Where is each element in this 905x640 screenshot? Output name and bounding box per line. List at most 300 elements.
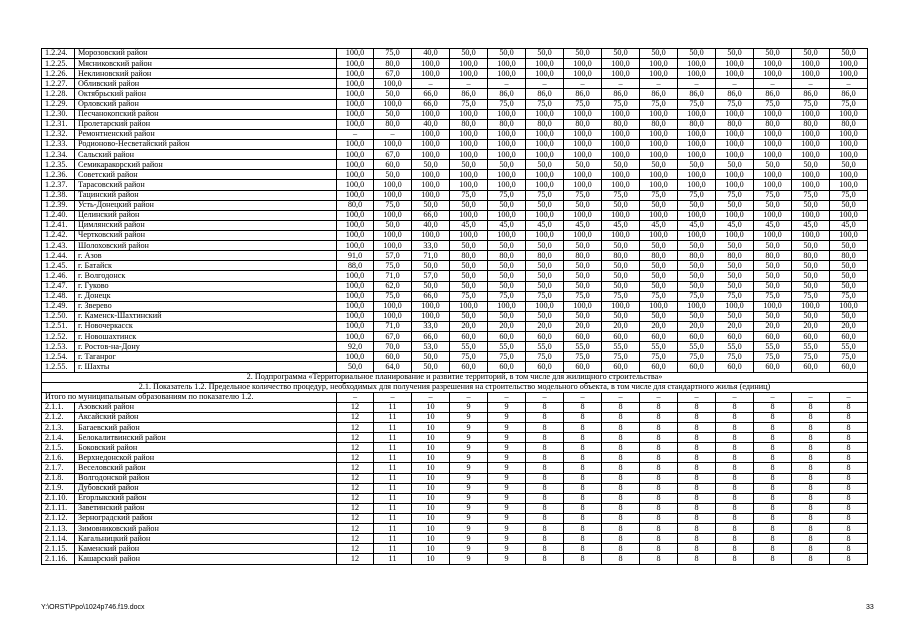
value-cell: 100,0: [792, 210, 830, 220]
value-cell: 10: [412, 473, 450, 483]
value-cell: 8: [754, 473, 792, 483]
row-number: 1.2.42.: [42, 230, 75, 240]
table-row: [42, 534, 868, 544]
value-cell: 8: [640, 534, 678, 544]
municipality-name: Кашарский район: [75, 554, 337, 564]
value-cell: 8: [640, 412, 678, 422]
value-cell: 62,0: [374, 281, 412, 291]
value-cell: 8: [678, 483, 716, 493]
value-cell: 45,0: [678, 220, 716, 230]
value-cell: 100,0: [412, 150, 450, 160]
value-cell: 8: [754, 453, 792, 463]
value-cell: 57,0: [374, 251, 412, 261]
row-number: 1.2.45.: [42, 261, 75, 271]
table-row: [42, 281, 868, 291]
row-number: 2.1.9.: [42, 483, 75, 493]
value-cell: 60,0: [830, 362, 868, 372]
value-cell: 8: [564, 483, 602, 493]
value-cell: 8: [526, 402, 564, 412]
municipality-name: Чертковский район: [75, 230, 337, 240]
value-cell: 12: [337, 402, 374, 412]
value-cell: 12: [337, 493, 374, 503]
municipality-name: Зерноградский район: [75, 514, 337, 524]
value-cell: 8: [602, 554, 640, 564]
value-cell: 100,0: [678, 139, 716, 149]
value-cell: 50,0: [640, 261, 678, 271]
value-cell: 8: [716, 514, 754, 524]
value-cell: 8: [526, 453, 564, 463]
value-cell: 10: [412, 544, 450, 554]
value-cell: 8: [564, 463, 602, 473]
value-cell: 100,0: [337, 241, 374, 251]
row-number: 1.2.30.: [42, 109, 75, 119]
value-cell: 12: [337, 412, 374, 422]
value-cell: 8: [792, 554, 830, 564]
value-cell: 8: [640, 443, 678, 453]
value-cell: 60,0: [564, 332, 602, 342]
value-cell: 100,0: [450, 109, 488, 119]
value-cell: 100,0: [337, 69, 374, 79]
value-cell: 75,0: [792, 99, 830, 109]
value-cell: 60,0: [792, 362, 830, 372]
value-cell: 9: [488, 534, 526, 544]
value-cell: 100,0: [526, 301, 564, 311]
value-cell: 60,0: [754, 362, 792, 372]
value-cell: 100,0: [640, 210, 678, 220]
municipality-name: г. Донецк: [75, 291, 337, 301]
value-cell: 9: [488, 554, 526, 564]
value-cell: 100,0: [792, 69, 830, 79]
value-cell: 60,0: [754, 332, 792, 342]
value-cell: 8: [640, 493, 678, 503]
value-cell: 8: [716, 463, 754, 473]
value-cell: 20,0: [716, 321, 754, 331]
value-cell: 45,0: [640, 220, 678, 230]
value-cell: 100,0: [716, 230, 754, 240]
value-cell: 11: [374, 473, 412, 483]
value-cell: 80,0: [792, 251, 830, 261]
value-cell: 55,0: [602, 342, 640, 352]
value-cell: 100,0: [337, 291, 374, 301]
value-cell: 75,0: [488, 352, 526, 362]
value-cell: 50,0: [830, 160, 868, 170]
value-cell: 50,0: [526, 49, 564, 59]
value-cell: 8: [716, 443, 754, 453]
value-cell: 100,0: [412, 311, 450, 321]
value-cell: 100,0: [488, 109, 526, 119]
table-row: [42, 261, 868, 271]
value-cell: 100,0: [526, 230, 564, 240]
municipality-name: г. Каменск-Шахтинский: [75, 311, 337, 321]
value-cell: 50,0: [564, 281, 602, 291]
value-cell: 50,0: [602, 49, 640, 59]
value-cell: 9: [488, 402, 526, 412]
row-number: 1.2.38.: [42, 190, 75, 200]
value-cell: 45,0: [792, 220, 830, 230]
row-number: 1.2.44.: [42, 251, 75, 261]
value-cell: 9: [488, 503, 526, 513]
value-cell: 50,0: [374, 89, 412, 99]
row-number: 1.2.31.: [42, 119, 75, 129]
value-cell: –: [337, 129, 374, 139]
value-cell: 8: [678, 554, 716, 564]
value-cell: 8: [678, 493, 716, 503]
value-cell: 50,0: [450, 271, 488, 281]
value-cell: 80,0: [602, 119, 640, 129]
value-cell: 100,0: [488, 170, 526, 180]
row-number: 1.2.27.: [42, 79, 75, 89]
municipality-name: Орловский район: [75, 99, 337, 109]
value-cell: 50,0: [830, 49, 868, 59]
value-cell: 8: [792, 503, 830, 513]
value-cell: 100,0: [716, 59, 754, 69]
value-cell: 8: [754, 514, 792, 524]
value-cell: 8: [716, 544, 754, 554]
row-number: 2.1.13.: [42, 524, 75, 534]
value-cell: 50,0: [716, 261, 754, 271]
value-cell: 100,0: [754, 230, 792, 240]
page-number: 33: [866, 604, 874, 611]
value-cell: 8: [678, 423, 716, 433]
value-cell: 50,0: [640, 241, 678, 251]
table-row: [42, 352, 868, 362]
value-cell: 100,0: [564, 69, 602, 79]
value-cell: 100,0: [716, 301, 754, 311]
value-cell: 8: [602, 514, 640, 524]
value-cell: 100,0: [792, 180, 830, 190]
value-cell: 50,0: [412, 281, 450, 291]
value-cell: 92,0: [337, 342, 374, 352]
value-cell: 8: [792, 433, 830, 443]
value-cell: 100,0: [830, 210, 868, 220]
value-cell: 50,0: [754, 261, 792, 271]
value-cell: 100,0: [754, 170, 792, 180]
value-cell: 8: [792, 493, 830, 503]
municipality-name: Обливский район: [75, 79, 337, 89]
value-cell: 9: [450, 443, 488, 453]
municipality-name: Целинский район: [75, 210, 337, 220]
value-cell: 100,0: [337, 271, 374, 281]
value-cell: 100,0: [716, 69, 754, 79]
value-cell: 75,0: [602, 291, 640, 301]
value-cell: 45,0: [488, 220, 526, 230]
value-cell: 50,0: [412, 160, 450, 170]
value-cell: 50,0: [488, 311, 526, 321]
row-number: 1.2.51.: [42, 321, 75, 331]
value-cell: 100,0: [792, 230, 830, 240]
table-row: [42, 49, 868, 59]
value-cell: 100,0: [337, 230, 374, 240]
value-cell: 100,0: [640, 180, 678, 190]
value-cell: 100,0: [716, 180, 754, 190]
value-cell: 8: [678, 402, 716, 412]
value-cell: 75,0: [830, 352, 868, 362]
value-cell: 12: [337, 473, 374, 483]
value-cell: 100,0: [830, 139, 868, 149]
value-cell: 60,0: [374, 160, 412, 170]
value-cell: 75,0: [526, 291, 564, 301]
value-cell: 100,0: [337, 99, 374, 109]
value-cell: 50,0: [450, 311, 488, 321]
value-cell: 8: [602, 534, 640, 544]
value-cell: 66,0: [412, 89, 450, 99]
value-cell: 100,0: [337, 311, 374, 321]
value-cell: 12: [337, 514, 374, 524]
municipality-name: г. Волгодонск: [75, 271, 337, 281]
value-cell: 100,0: [526, 150, 564, 160]
value-cell: 100,0: [640, 230, 678, 240]
value-cell: 100,0: [564, 109, 602, 119]
value-cell: 75,0: [374, 261, 412, 271]
value-cell: 50,0: [602, 271, 640, 281]
value-cell: 9: [450, 473, 488, 483]
indicator-table: [41, 48, 868, 565]
value-cell: –: [792, 79, 830, 89]
value-cell: 100,0: [640, 59, 678, 69]
table-row: [42, 150, 868, 160]
value-cell: 40,0: [412, 220, 450, 230]
value-cell: 57,0: [412, 271, 450, 281]
value-cell: 12: [337, 544, 374, 554]
value-cell: 75,0: [526, 352, 564, 362]
table-row: [42, 463, 868, 473]
value-cell: 75,0: [564, 291, 602, 301]
value-cell: 50,0: [678, 271, 716, 281]
value-cell: 75,0: [640, 352, 678, 362]
value-cell: 50,0: [488, 281, 526, 291]
value-cell: 33,0: [412, 321, 450, 331]
value-cell: 8: [716, 503, 754, 513]
value-cell: 100,0: [450, 230, 488, 240]
value-cell: 50,0: [602, 311, 640, 321]
value-cell: 8: [792, 534, 830, 544]
value-cell: 50,0: [716, 271, 754, 281]
table-row: [42, 251, 868, 261]
value-cell: 8: [564, 544, 602, 554]
value-cell: 100,0: [602, 230, 640, 240]
value-cell: 50,0: [678, 200, 716, 210]
value-cell: 10: [412, 514, 450, 524]
municipality-name: г. Ростов-на-Дону: [75, 342, 337, 352]
value-cell: 100,0: [792, 59, 830, 69]
value-cell: 50,0: [374, 109, 412, 119]
row-number: 1.2.24.: [42, 49, 75, 59]
value-cell: 9: [488, 483, 526, 493]
value-cell: 75,0: [792, 291, 830, 301]
value-cell: 100,0: [602, 139, 640, 149]
row-number: 1.2.49.: [42, 301, 75, 311]
value-cell: 75,0: [526, 190, 564, 200]
value-cell: 50,0: [564, 271, 602, 281]
value-cell: 100,0: [337, 109, 374, 119]
value-cell: 75,0: [830, 291, 868, 301]
subprogram-heading-row: [42, 372, 868, 382]
value-cell: 9: [450, 524, 488, 534]
value-cell: 100,0: [412, 170, 450, 180]
value-cell: 100,0: [602, 109, 640, 119]
value-cell: 80,0: [337, 200, 374, 210]
value-cell: 60,0: [526, 362, 564, 372]
value-cell: 60,0: [640, 362, 678, 372]
row-number: 1.2.52.: [42, 332, 75, 342]
value-cell: 8: [792, 544, 830, 554]
value-cell: 8: [526, 534, 564, 544]
value-cell: 10: [412, 402, 450, 412]
value-cell: 8: [678, 463, 716, 473]
value-cell: 9: [488, 433, 526, 443]
value-cell: 60,0: [488, 362, 526, 372]
value-cell: 100,0: [564, 59, 602, 69]
value-cell: 50,0: [488, 200, 526, 210]
value-cell: 8: [792, 453, 830, 463]
value-cell: 11: [374, 433, 412, 443]
value-cell: 100,0: [640, 69, 678, 79]
value-cell: 100,0: [716, 170, 754, 180]
value-cell: 50,0: [488, 160, 526, 170]
value-cell: 86,0: [526, 89, 564, 99]
value-cell: 66,0: [412, 332, 450, 342]
value-cell: 8: [602, 483, 640, 493]
value-cell: 8: [526, 524, 564, 534]
value-cell: 100,0: [602, 170, 640, 180]
total-row: [42, 392, 868, 402]
value-cell: 100,0: [337, 79, 374, 89]
value-cell: 8: [716, 402, 754, 412]
value-cell: 11: [374, 503, 412, 513]
value-cell: 100,0: [337, 332, 374, 342]
value-cell: 8: [830, 443, 868, 453]
value-cell: 8: [602, 493, 640, 503]
value-cell: 20,0: [488, 321, 526, 331]
value-cell: 100,0: [678, 69, 716, 79]
table-row: [42, 210, 868, 220]
municipality-name: Веселовский район: [75, 463, 337, 473]
value-cell: 45,0: [830, 220, 868, 230]
value-cell: 75,0: [374, 291, 412, 301]
value-cell: 50,0: [716, 281, 754, 291]
value-cell: 100,0: [337, 160, 374, 170]
value-cell: 11: [374, 524, 412, 534]
value-cell: 11: [374, 544, 412, 554]
value-cell: 9: [488, 412, 526, 422]
value-cell: 80,0: [374, 119, 412, 129]
value-cell: 9: [488, 524, 526, 534]
value-cell: 50,0: [526, 271, 564, 281]
value-cell: 50,0: [716, 200, 754, 210]
value-cell: 8: [792, 473, 830, 483]
value-cell: 80,0: [526, 251, 564, 261]
value-cell: 75,0: [830, 99, 868, 109]
value-cell: 88,0: [337, 261, 374, 271]
table-row: [42, 321, 868, 331]
value-cell: 86,0: [602, 89, 640, 99]
value-cell: 100,0: [450, 210, 488, 220]
row-number: 2.1.5.: [42, 443, 75, 453]
value-cell: 50,0: [450, 241, 488, 251]
value-cell: 10: [412, 503, 450, 513]
row-number: 2.1.16.: [42, 554, 75, 564]
value-cell: 8: [564, 514, 602, 524]
value-cell: 100,0: [792, 139, 830, 149]
section-a-rows: [42, 49, 868, 373]
value-cell: 8: [678, 412, 716, 422]
row-number: 1.2.33.: [42, 139, 75, 149]
table-row: [42, 241, 868, 251]
municipality-name: г. Шахты: [75, 362, 337, 372]
value-cell: –: [640, 392, 678, 402]
value-cell: 67,0: [374, 332, 412, 342]
value-cell: 50,0: [412, 352, 450, 362]
value-cell: 80,0: [754, 251, 792, 261]
value-cell: 60,0: [792, 332, 830, 342]
value-cell: 75,0: [716, 99, 754, 109]
value-cell: 50,0: [374, 220, 412, 230]
value-cell: 8: [792, 483, 830, 493]
value-cell: 80,0: [564, 251, 602, 261]
row-number: 1.2.46.: [42, 271, 75, 281]
value-cell: 50,0: [792, 261, 830, 271]
value-cell: 50,0: [602, 261, 640, 271]
value-cell: 60,0: [602, 362, 640, 372]
table-row: [42, 119, 868, 129]
value-cell: 55,0: [640, 342, 678, 352]
value-cell: 100,0: [450, 180, 488, 190]
value-cell: 45,0: [602, 220, 640, 230]
value-cell: 100,0: [830, 129, 868, 139]
municipality-name: Верхнедонской район: [75, 453, 337, 463]
value-cell: 9: [488, 423, 526, 433]
value-cell: 12: [337, 524, 374, 534]
value-cell: 8: [754, 463, 792, 473]
value-cell: 60,0: [678, 362, 716, 372]
value-cell: –: [412, 79, 450, 89]
value-cell: 50,0: [678, 311, 716, 321]
value-cell: 8: [716, 453, 754, 463]
value-cell: 100,0: [678, 301, 716, 311]
table-row: [42, 99, 868, 109]
value-cell: 11: [374, 493, 412, 503]
value-cell: 11: [374, 534, 412, 544]
value-cell: 8: [678, 524, 716, 534]
value-cell: 50,0: [640, 200, 678, 210]
row-number: 1.2.28.: [42, 89, 75, 99]
value-cell: 100,0: [792, 150, 830, 160]
value-cell: 50,0: [754, 311, 792, 321]
document-page: [41, 48, 868, 565]
value-cell: 60,0: [830, 332, 868, 342]
municipality-name: г. Новошахтинск: [75, 332, 337, 342]
value-cell: 86,0: [754, 89, 792, 99]
value-cell: –: [640, 79, 678, 89]
value-cell: 100,0: [488, 129, 526, 139]
value-cell: 8: [602, 463, 640, 473]
value-cell: 8: [754, 544, 792, 554]
table-row: [42, 503, 868, 513]
value-cell: 80,0: [450, 251, 488, 261]
value-cell: 8: [792, 412, 830, 422]
table-row: [42, 423, 868, 433]
value-cell: 50,0: [830, 200, 868, 210]
value-cell: 75,0: [374, 200, 412, 210]
value-cell: 45,0: [564, 220, 602, 230]
value-cell: –: [678, 79, 716, 89]
value-cell: 100,0: [716, 109, 754, 119]
value-cell: 55,0: [754, 342, 792, 352]
value-cell: 100,0: [337, 210, 374, 220]
value-cell: 75,0: [602, 190, 640, 200]
value-cell: 12: [337, 443, 374, 453]
row-number: 2.1.14.: [42, 534, 75, 544]
